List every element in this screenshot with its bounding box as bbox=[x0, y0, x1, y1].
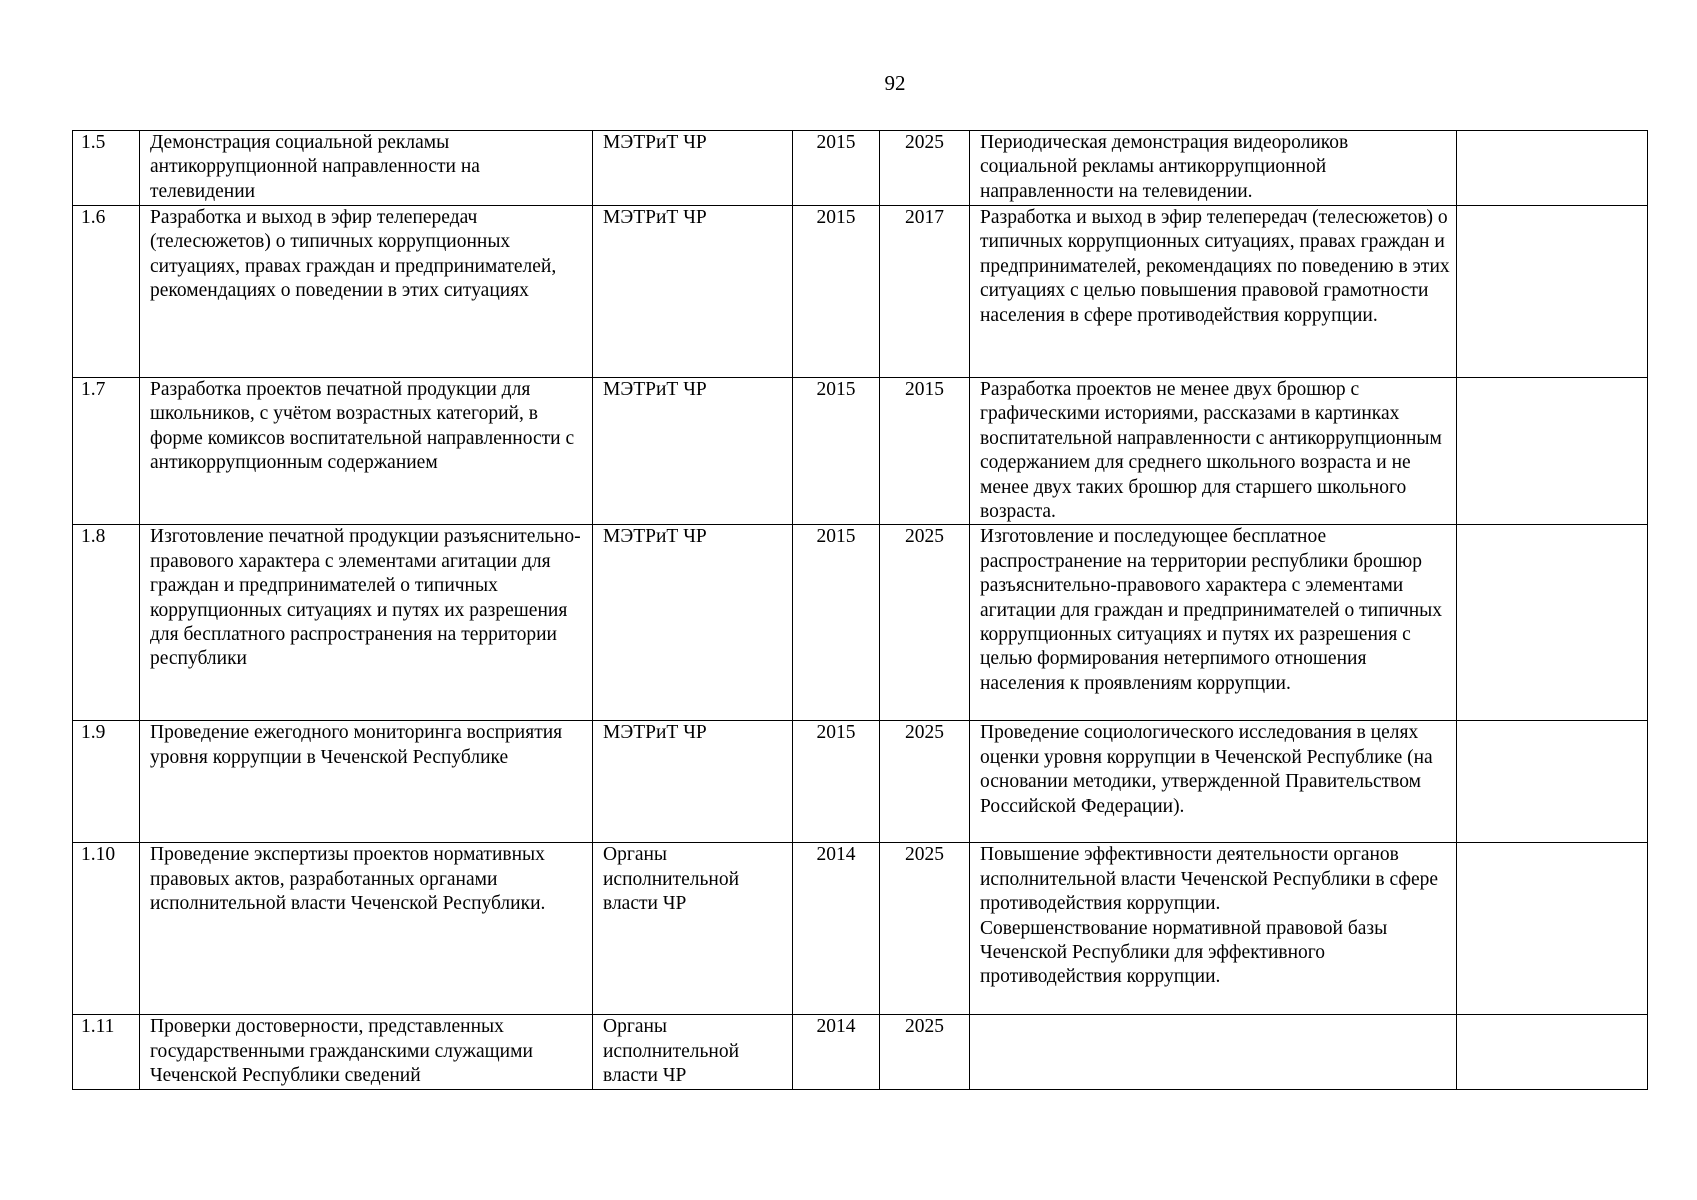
start-year-cell: 2015 bbox=[793, 378, 880, 525]
result-cell: Периодическая демонстрация видеороликов социальной рекламы антикоррупционной направленности на телевидении. bbox=[970, 131, 1457, 206]
extra-cell bbox=[1457, 843, 1648, 1015]
start-year-cell: 2015 bbox=[793, 721, 880, 843]
end-year-cell: 2025 bbox=[880, 1015, 970, 1089]
executor-cell: МЭТРиТ ЧР bbox=[593, 525, 793, 721]
extra-cell bbox=[1457, 525, 1648, 721]
table-row bbox=[73, 378, 1648, 525]
event-cell: Изготовление печатной продукции разъяснительно-правового характера с элементами агитации для граждан и предпринимателей о типичных коррупционных ситуациях и путях их разрешения для бесплатного распространения на территории республики bbox=[140, 525, 593, 721]
measures-table bbox=[72, 130, 1648, 1090]
event-cell: Проведение экспертизы проектов нормативных правовых актов, разработанных органами исполнительной власти Чеченской Республики. bbox=[140, 843, 593, 1015]
event-cell: Демонстрация социальной рекламы антикоррупционной направленности на телевидении bbox=[140, 131, 593, 206]
table-row bbox=[73, 206, 1648, 378]
result-cell bbox=[970, 1015, 1457, 1089]
result-cell: Проведение социологического исследования в целях оценки уровня коррупции в Чеченской Республике (на основании методики, утвержденной Правительством Российской Федерации). bbox=[970, 721, 1457, 843]
end-year-cell: 2017 bbox=[880, 206, 970, 378]
end-year-cell: 2025 bbox=[880, 721, 970, 843]
end-year-cell: 2025 bbox=[880, 131, 970, 206]
result-cell: Разработка проектов не менее двух брошюр с графическими историями, рассказами в картинках воспитательной направленности с антикоррупционным содержанием для среднего школьного возраста и не менее двух таких брошюр для старшего школьного возраста. bbox=[970, 378, 1457, 525]
page-number: 92 bbox=[884, 71, 906, 95]
row-number: 1.11 bbox=[73, 1015, 140, 1089]
row-number: 1.5 bbox=[73, 131, 140, 206]
extra-cell bbox=[1457, 378, 1648, 525]
extra-cell bbox=[1457, 206, 1648, 378]
executor-cell: МЭТРиТ ЧР bbox=[593, 721, 793, 843]
table-row bbox=[73, 843, 1648, 1015]
start-year-cell: 2015 bbox=[793, 525, 880, 721]
row-number: 1.7 bbox=[73, 378, 140, 525]
executor-cell: МЭТРиТ ЧР bbox=[593, 206, 793, 378]
event-cell: Разработка проектов печатной продукции для школьников, с учётом возрастных категорий, в форме комиксов воспитательной направленности с антикоррупционным содержанием bbox=[140, 378, 593, 525]
extra-cell bbox=[1457, 131, 1648, 206]
table-row bbox=[73, 721, 1648, 843]
row-number: 1.10 bbox=[73, 843, 140, 1015]
end-year-cell: 2025 bbox=[880, 843, 970, 1015]
extra-cell bbox=[1457, 721, 1648, 843]
end-year-cell: 2025 bbox=[880, 525, 970, 721]
row-number: 1.8 bbox=[73, 525, 140, 721]
start-year-cell: 2014 bbox=[793, 843, 880, 1015]
executor-cell: МЭТРиТ ЧР bbox=[593, 131, 793, 206]
extra-cell bbox=[1457, 1015, 1648, 1089]
start-year-cell: 2015 bbox=[793, 131, 880, 206]
event-cell: Проведение ежегодного мониторинга восприятия уровня коррупции в Чеченской Республике bbox=[140, 721, 593, 843]
event-cell: Разработка и выход в эфир телепередач (телесюжетов) о типичных коррупционных ситуациях, правах граждан и предпринимателей, рекомендациях о поведении в этих ситуациях bbox=[140, 206, 593, 378]
end-year-cell: 2015 bbox=[880, 378, 970, 525]
table-row bbox=[73, 131, 1648, 206]
table-row bbox=[73, 1015, 1648, 1089]
row-number: 1.6 bbox=[73, 206, 140, 378]
executor-cell: Органы исполнительной власти ЧР bbox=[593, 1015, 793, 1089]
executor-cell: Органы исполнительной власти ЧР bbox=[593, 843, 793, 1015]
start-year-cell: 2015 bbox=[793, 206, 880, 378]
result-cell: Разработка и выход в эфир телепередач (телесюжетов) о типичных коррупционных ситуациях, правах граждан и предпринимателей, рекомендациях по поведению в этих ситуациях с целью повышения правовой грамотности населения в сфере противодействия коррупции. bbox=[970, 206, 1457, 378]
executor-cell: МЭТРиТ ЧР bbox=[593, 378, 793, 525]
result-cell: Повышение эффективности деятельности органов исполнительной власти Чеченской Республики в сфере противодействия коррупции. Совершенствование нормативной правовой базы Чеченской Республики для эффективного противодействия коррупции. bbox=[970, 843, 1457, 1015]
start-year-cell: 2014 bbox=[793, 1015, 880, 1089]
table-row bbox=[73, 525, 1648, 721]
result-cell: Изготовление и последующее бесплатное распространение на территории республики брошюр разъяснительно-правового характера с элементами агитации для граждан и предпринимателей о типичных коррупционных ситуациях и путях их разрешения с целью формирования нетерпимого отношения населения к проявлениям коррупции. bbox=[970, 525, 1457, 721]
row-number: 1.9 bbox=[73, 721, 140, 843]
event-cell: Проверки достоверности, представленных государственными гражданскими служащими Чеченской Республики сведений bbox=[140, 1015, 593, 1089]
